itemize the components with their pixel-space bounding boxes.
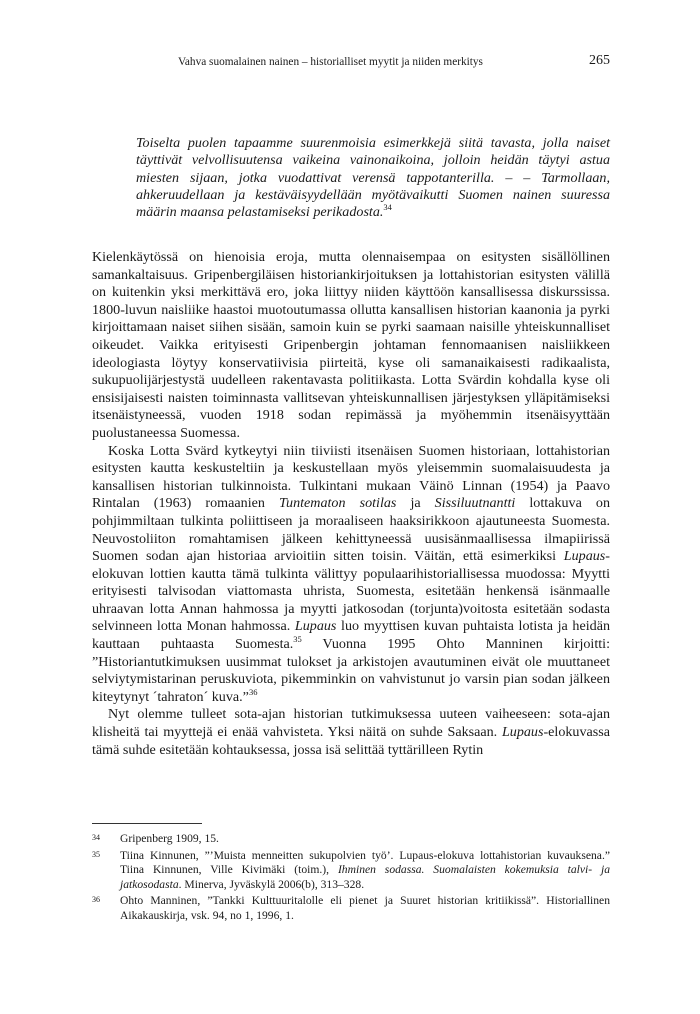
footnote-ref-36[interactable]: 36 bbox=[248, 686, 258, 697]
footnote-ref-34[interactable]: 34 bbox=[383, 202, 392, 213]
footnote-ref-35[interactable]: 35 bbox=[293, 634, 302, 645]
paragraph-2-text-1: Koska Lotta Svärd kytkeytyi niin tiiviisti itsenäisen Suomen historiaan, lottahistorian esitysten kautta keskusteltiin ja keskustellaan myös yleisemmin suomalaisuudesta ja kansallisen historian tulkinnoista. Tulkintani mukaan Väinö Linnan (1954) ja Paavo Rintalan (1963) romaanien bbox=[92, 442, 610, 512]
running-title: Vahva suomalainen nainen – historialliset myytit ja niiden merkitys bbox=[178, 56, 483, 68]
title-tuntematon-sotilas: Tuntematon sotilas bbox=[278, 495, 397, 512]
footnote-35 bbox=[92, 849, 610, 893]
body-text bbox=[92, 249, 610, 759]
footnote-separator bbox=[92, 823, 202, 824]
page-header bbox=[92, 53, 610, 73]
title-sissiluutnantti: Sissiluutnantti bbox=[434, 495, 516, 512]
quote-text: Toiselta puolen tapaamme suurenmoisia esimerkkejä siitä tavasta, jolla naiset täyttivät velvollisuutensa vaikeina vainonaikoina, jolloin heidän täytyi astua miesten sijaan, jotka vuodattivat verensä tappotanterilla. – – Tarmollaan, ahkeruudellaan ja kestäväisyydellään myötävaikutti Suomen nainen suuressa määrin maansa pelastamiseksi perikadosta. bbox=[136, 135, 610, 221]
footnote-text: Gripenberg 1909, 15. bbox=[120, 832, 219, 845]
paragraph-2-text-4: -elokuvan lottien kautta tämä tulkinta välittyy populaarihistoriallisessa muodossa: Myytti erityisesti talvisodan viattomasta uhrista, Suomesta, esitetään henkensä isänmaalle uhraavan lotta Annan hahmossa ja myytti jatkosodan (torjunta)voitosta esitetään sodasta selvinneen lotta Monan hahmossa. bbox=[92, 548, 610, 635]
block-quote bbox=[136, 135, 610, 221]
page-number: 265 bbox=[589, 53, 610, 68]
paragraph-2-text-2: ja bbox=[396, 495, 435, 512]
footnote-36 bbox=[92, 894, 610, 923]
footnote-number: 36 bbox=[92, 895, 100, 905]
paragraph-3-text-1: Nyt olemme tulleet sota-ajan historian tutkimuksessa uuteen vaiheeseen: sota-ajan klisheitä tai myyttejä ei enää vahvisteta. Yksi näitä on suhde Saksaan. bbox=[92, 706, 610, 741]
footnote-book-title: Ihminen sodassa. Suomalaisten kokemuksia talvi- ja jatkosodasta bbox=[120, 863, 610, 891]
footnotes bbox=[92, 832, 610, 926]
footnote-number: 35 bbox=[92, 849, 100, 859]
footnote-34 bbox=[92, 832, 610, 847]
paragraph-3-text-2: -elokuvassa tämä suhde esitetään kohtauksessa, jossa isä selittää tyttärilleen Rytin bbox=[92, 724, 610, 758]
title-lupaus-3: Lupaus bbox=[501, 724, 544, 741]
footnote-number: 34 bbox=[92, 833, 100, 842]
paragraph-2-text-3: lottakuva on pohjimmiltaan tulkinta poliittiseen ja moraaliseen haaksirikkoon ajautuneesta Suomesta. Neuvostoliiton romahtamisen jälkeen kehittyneessä uusisänmaallisessa ilmapiirissä Suomen sodan ajan historiaa arvioitiin sitten toisin. Väitän, että esimerkiksi bbox=[92, 495, 610, 565]
title-lupaus-2: Lupaus bbox=[294, 618, 337, 635]
title-lupaus-1: Lupaus bbox=[563, 548, 606, 565]
paragraph-2 bbox=[92, 443, 610, 707]
paragraph-2-text-5: luo myyttisen kuvan puhtaista lotista ja heidän kauttaan puhtaasta Suomesta. bbox=[92, 618, 610, 653]
footnote-text: Ohto Manninen, ”Tankki Kulttuuritalolle eli pienet ja Suuret historian kritiikissä”. Historiallinen Aikakauskirja, vsk. 94, no 1, 1996, 1. bbox=[120, 894, 610, 922]
footnote-text-1: Tiina Kinnunen, ”’Muista menneitten sukupolvien työ’. Lupaus-elokuva lottahistorian kuvauksena.” Tiina Kinnunen, Ville Kivimäki (toim.), bbox=[120, 848, 610, 877]
paragraph-2-text-6: Vuonna 1995 Ohto Manninen kirjoitti: ”Historiantutkimuksen uusimmat tulokset ja arkistojen avautuminen eivät ole muuttaneet selviytymistarinan peruskuviota, pikemminkin on vahvistunut jo varsin pian sodan jälkeen kiteytynyt ´tahraton´ kuva.” bbox=[92, 636, 610, 705]
paragraph-1: Kielenkäytössä on hienoisia eroja, mutta olennaisempaa on esitysten sisällöllinen samankaltaisuus. Gripenbergiläisen historiankirjoituksen ja lottahistorian esitysten välillä on kuitenkin yksi merkittävä ero, joka liittyy niiden käyttöön kansallisessa diskurssissa. 1800-luvun naisliike haastoi muotoutumassa ollutta kansallisen historian kaanonia ja pyrki kirjoittamaan naiset siihen sisään, samoin kuin se pyrki saamaan naisille yhteiskunnalliset oikeudet. Vaikka erityisesti Gripenbergin johtaman fennomaanisen naisliikkeen ideologiasta löytyy konservatiivisia piirteitä, kyse oli samanaikaisesti radikaalista, sukupuolijärjestystä uudelleen rakentavasta politiikasta. Lotta Svärdin kohdalla kyse oli ensisijaisesti naisten toiminnasta vallitsevan yhteiskunnallisen järjestyksen ylläpitämiseksi itsenäistyneessä, vuoden 1918 sodan repimässä ja myöhemmin itsenäisyyttään puolustaneessa Suomessa. bbox=[92, 249, 610, 441]
footnote-text-2: . Minerva, Jyväskylä 2006(b), 313–328. bbox=[178, 877, 365, 891]
paragraph-3 bbox=[92, 706, 610, 759]
